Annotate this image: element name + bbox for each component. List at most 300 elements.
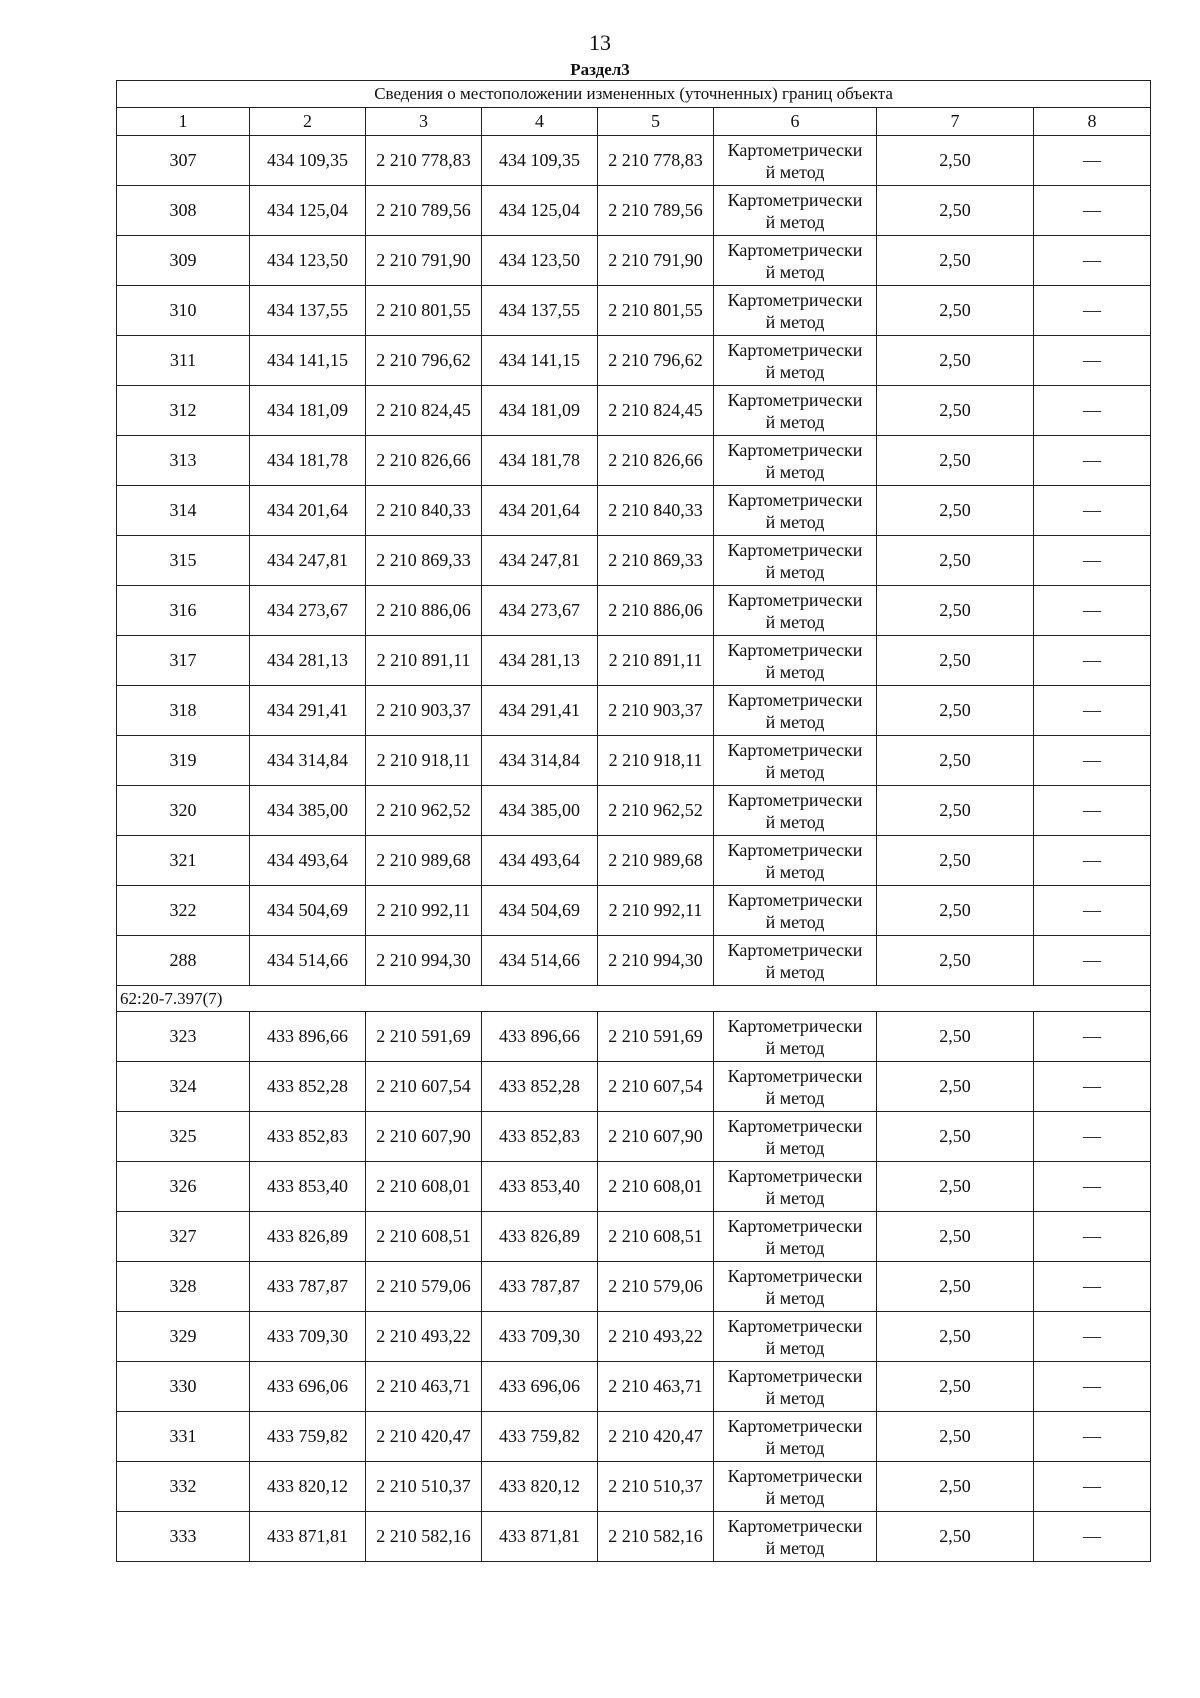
- x-new-cell: 433 709,30: [482, 1312, 598, 1362]
- point-number-cell: 332: [117, 1462, 250, 1512]
- description-cell: —: [1034, 636, 1151, 686]
- x-old-cell: 433 709,30: [250, 1312, 366, 1362]
- method-text-line2: й метод: [765, 911, 825, 932]
- method-text-line1: Картометрически: [727, 239, 863, 260]
- table-row: [117, 1212, 1151, 1262]
- accuracy-cell: 2,50: [877, 236, 1034, 286]
- method-cell: [714, 1412, 877, 1462]
- description-cell: —: [1034, 786, 1151, 836]
- accuracy-cell: 2,50: [877, 1162, 1034, 1212]
- table-caption: Сведения о местоположении измененных (уточненных) границ объекта: [117, 81, 1151, 108]
- method-text-line2: й метод: [765, 661, 825, 682]
- point-number-cell: 322: [117, 886, 250, 936]
- y-new-cell: 2 210 789,56: [598, 186, 714, 236]
- accuracy-cell: 2,50: [877, 286, 1034, 336]
- method-cell: [714, 536, 877, 586]
- description-cell: —: [1034, 586, 1151, 636]
- x-old-cell: 433 820,12: [250, 1462, 366, 1512]
- point-number-cell: 310: [117, 286, 250, 336]
- point-number-cell: 331: [117, 1412, 250, 1462]
- method-text-line1: Картометрически: [727, 1365, 863, 1386]
- accuracy-cell: 2,50: [877, 786, 1034, 836]
- table-row: [117, 186, 1151, 236]
- x-new-cell: 434 141,15: [482, 336, 598, 386]
- x-old-cell: 433 759,82: [250, 1412, 366, 1462]
- y-old-cell: 2 210 903,37: [366, 686, 482, 736]
- accuracy-cell: 2,50: [877, 1462, 1034, 1512]
- table-row: [117, 286, 1151, 336]
- y-old-cell: 2 210 607,54: [366, 1062, 482, 1112]
- y-new-cell: 2 210 824,45: [598, 386, 714, 436]
- point-number-cell: 324: [117, 1062, 250, 1112]
- x-new-cell: 433 696,06: [482, 1362, 598, 1412]
- method-text-line2: й метод: [765, 161, 825, 182]
- point-number-cell: 312: [117, 386, 250, 436]
- method-cell: [714, 1062, 877, 1112]
- method-text-line1: Картометрически: [727, 189, 863, 210]
- accuracy-cell: 2,50: [877, 1062, 1034, 1112]
- y-old-cell: 2 210 493,22: [366, 1312, 482, 1362]
- x-old-cell: 434 291,41: [250, 686, 366, 736]
- y-new-cell: 2 210 493,22: [598, 1312, 714, 1362]
- table-row: [117, 736, 1151, 786]
- y-old-cell: 2 210 992,11: [366, 886, 482, 936]
- x-new-cell: 434 385,00: [482, 786, 598, 836]
- point-number-cell: 311: [117, 336, 250, 386]
- method-cell: [714, 586, 877, 636]
- table-row: [117, 1162, 1151, 1212]
- accuracy-cell: 2,50: [877, 186, 1034, 236]
- description-cell: —: [1034, 1162, 1151, 1212]
- accuracy-cell: 2,50: [877, 536, 1034, 586]
- method-cell: [714, 886, 877, 936]
- x-new-cell: 433 820,12: [482, 1462, 598, 1512]
- accuracy-cell: 2,50: [877, 836, 1034, 886]
- coordinates-table: [116, 80, 1151, 1562]
- description-cell: —: [1034, 1262, 1151, 1312]
- table-row: [117, 1462, 1151, 1512]
- description-cell: —: [1034, 286, 1151, 336]
- point-number-cell: 308: [117, 186, 250, 236]
- y-new-cell: 2 210 791,90: [598, 236, 714, 286]
- x-new-cell: 434 123,50: [482, 236, 598, 286]
- method-cell: [714, 1212, 877, 1262]
- method-text-line1: Картометрически: [727, 639, 863, 660]
- accuracy-cell: 2,50: [877, 1262, 1034, 1312]
- table-row: [117, 436, 1151, 486]
- method-text-line1: Картометрически: [727, 689, 863, 710]
- point-number-cell: 309: [117, 236, 250, 286]
- table-row: [117, 686, 1151, 736]
- method-text-line2: й метод: [765, 1037, 825, 1058]
- method-text-line2: й метод: [765, 711, 825, 732]
- y-new-cell: 2 210 903,37: [598, 686, 714, 736]
- point-number-cell: 320: [117, 786, 250, 836]
- method-text-line2: й метод: [765, 861, 825, 882]
- y-old-cell: 2 210 463,71: [366, 1362, 482, 1412]
- x-old-cell: 433 787,87: [250, 1262, 366, 1312]
- accuracy-cell: 2,50: [877, 1112, 1034, 1162]
- method-cell: [714, 486, 877, 536]
- y-old-cell: 2 210 869,33: [366, 536, 482, 586]
- method-text-line1: Картометрически: [727, 1315, 863, 1336]
- point-number-cell: 333: [117, 1512, 250, 1562]
- point-number-cell: 327: [117, 1212, 250, 1262]
- description-cell: —: [1034, 1012, 1151, 1062]
- table-row: [117, 1062, 1151, 1112]
- y-new-cell: 2 210 869,33: [598, 536, 714, 586]
- y-old-cell: 2 210 510,37: [366, 1462, 482, 1512]
- x-old-cell: 434 514,66: [250, 936, 366, 986]
- accuracy-cell: 2,50: [877, 336, 1034, 386]
- x-new-cell: 433 853,40: [482, 1162, 598, 1212]
- x-new-cell: 434 109,35: [482, 136, 598, 186]
- method-text-line2: й метод: [765, 1337, 825, 1358]
- method-text-line1: Картометрически: [727, 1015, 863, 1036]
- description-cell: —: [1034, 686, 1151, 736]
- accuracy-cell: 2,50: [877, 136, 1034, 186]
- point-number-cell: 314: [117, 486, 250, 536]
- table-body: [117, 136, 1151, 1562]
- method-text-line2: й метод: [765, 211, 825, 232]
- table-row: [117, 386, 1151, 436]
- y-old-cell: 2 210 420,47: [366, 1412, 482, 1462]
- method-cell: [714, 136, 877, 186]
- point-number-cell: 325: [117, 1112, 250, 1162]
- description-cell: —: [1034, 1112, 1151, 1162]
- method-cell: [714, 736, 877, 786]
- y-new-cell: 2 210 840,33: [598, 486, 714, 536]
- x-old-cell: 434 247,81: [250, 536, 366, 586]
- method-text-line2: й метод: [765, 1137, 825, 1158]
- column-number: 4: [482, 108, 598, 136]
- x-new-cell: 433 787,87: [482, 1262, 598, 1312]
- x-old-cell: 433 826,89: [250, 1212, 366, 1262]
- y-old-cell: 2 210 607,90: [366, 1112, 482, 1162]
- y-new-cell: 2 210 579,06: [598, 1262, 714, 1312]
- y-new-cell: 2 210 608,01: [598, 1162, 714, 1212]
- accuracy-cell: 2,50: [877, 636, 1034, 686]
- y-old-cell: 2 210 840,33: [366, 486, 482, 536]
- column-number-row: [117, 108, 1151, 136]
- method-text-line1: Картометрически: [727, 839, 863, 860]
- x-new-cell: 433 852,83: [482, 1112, 598, 1162]
- y-new-cell: 2 210 962,52: [598, 786, 714, 836]
- y-new-cell: 2 210 796,62: [598, 336, 714, 386]
- y-new-cell: 2 210 886,06: [598, 586, 714, 636]
- method-text-line1: Картометрически: [727, 1115, 863, 1136]
- table-row: [117, 536, 1151, 586]
- method-text-line1: Картометрически: [727, 889, 863, 910]
- accuracy-cell: 2,50: [877, 886, 1034, 936]
- method-cell: [714, 936, 877, 986]
- point-number-cell: 307: [117, 136, 250, 186]
- table-row: [117, 636, 1151, 686]
- point-number-cell: 330: [117, 1362, 250, 1412]
- method-text-line2: й метод: [765, 1437, 825, 1458]
- accuracy-cell: 2,50: [877, 1312, 1034, 1362]
- y-old-cell: 2 210 891,11: [366, 636, 482, 686]
- y-new-cell: 2 210 994,30: [598, 936, 714, 986]
- table-row: [117, 1412, 1151, 1462]
- x-old-cell: 434 493,64: [250, 836, 366, 886]
- method-text-line1: Картометрически: [727, 339, 863, 360]
- method-cell: [714, 686, 877, 736]
- y-new-cell: 2 210 510,37: [598, 1462, 714, 1512]
- description-cell: —: [1034, 1512, 1151, 1562]
- y-old-cell: 2 210 824,45: [366, 386, 482, 436]
- x-new-cell: 434 291,41: [482, 686, 598, 736]
- y-old-cell: 2 210 582,16: [366, 1512, 482, 1562]
- description-cell: —: [1034, 336, 1151, 386]
- group-label: 62:20-7.397(7): [117, 986, 1151, 1012]
- accuracy-cell: 2,50: [877, 1212, 1034, 1262]
- point-number-cell: 318: [117, 686, 250, 736]
- method-text-line2: й метод: [765, 411, 825, 432]
- description-cell: —: [1034, 1412, 1151, 1462]
- accuracy-cell: 2,50: [877, 1412, 1034, 1462]
- x-new-cell: 434 493,64: [482, 836, 598, 886]
- x-new-cell: 433 826,89: [482, 1212, 598, 1262]
- x-old-cell: 433 871,81: [250, 1512, 366, 1562]
- description-cell: —: [1034, 436, 1151, 486]
- method-text-line1: Картометрически: [727, 939, 863, 960]
- y-old-cell: 2 210 994,30: [366, 936, 482, 986]
- method-cell: [714, 386, 877, 436]
- x-new-cell: 433 871,81: [482, 1512, 598, 1562]
- y-new-cell: 2 210 918,11: [598, 736, 714, 786]
- x-new-cell: 434 514,66: [482, 936, 598, 986]
- x-old-cell: 434 504,69: [250, 886, 366, 936]
- y-old-cell: 2 210 791,90: [366, 236, 482, 286]
- page-number: 13: [589, 30, 611, 55]
- method-text-line2: й метод: [765, 961, 825, 982]
- table-row: [117, 836, 1151, 886]
- table-row: [117, 1262, 1151, 1312]
- description-cell: —: [1034, 736, 1151, 786]
- method-cell: [714, 1012, 877, 1062]
- method-text-line1: Картометрически: [727, 1465, 863, 1486]
- method-text-line1: Картометрически: [727, 1165, 863, 1186]
- table-row: [117, 936, 1151, 986]
- description-cell: —: [1034, 136, 1151, 186]
- method-cell: [714, 236, 877, 286]
- method-text-line1: Картометрически: [727, 1065, 863, 1086]
- point-number-cell: 317: [117, 636, 250, 686]
- y-old-cell: 2 210 801,55: [366, 286, 482, 336]
- x-old-cell: 434 181,78: [250, 436, 366, 486]
- method-cell: [714, 186, 877, 236]
- accuracy-cell: 2,50: [877, 386, 1034, 436]
- method-text-line2: й метод: [765, 311, 825, 332]
- method-cell: [714, 1312, 877, 1362]
- table-row: [117, 1012, 1151, 1062]
- accuracy-cell: 2,50: [877, 586, 1034, 636]
- x-new-cell: 434 281,13: [482, 636, 598, 686]
- method-text-line1: Картометрически: [727, 439, 863, 460]
- method-text-line1: Картометрически: [727, 289, 863, 310]
- accuracy-cell: 2,50: [877, 486, 1034, 536]
- method-text-line2: й метод: [765, 1237, 825, 1258]
- point-number-cell: 328: [117, 1262, 250, 1312]
- method-text-line2: й метод: [765, 461, 825, 482]
- description-cell: —: [1034, 1062, 1151, 1112]
- y-old-cell: 2 210 826,66: [366, 436, 482, 486]
- x-new-cell: 433 896,66: [482, 1012, 598, 1062]
- accuracy-cell: 2,50: [877, 936, 1034, 986]
- y-new-cell: 2 210 607,90: [598, 1112, 714, 1162]
- y-old-cell: 2 210 918,11: [366, 736, 482, 786]
- description-cell: —: [1034, 186, 1151, 236]
- method-text-line1: Картометрически: [727, 1215, 863, 1236]
- y-new-cell: 2 210 891,11: [598, 636, 714, 686]
- point-number-cell: 316: [117, 586, 250, 636]
- accuracy-cell: 2,50: [877, 736, 1034, 786]
- y-old-cell: 2 210 962,52: [366, 786, 482, 836]
- y-old-cell: 2 210 608,51: [366, 1212, 482, 1262]
- x-new-cell: 434 137,55: [482, 286, 598, 336]
- y-new-cell: 2 210 463,71: [598, 1362, 714, 1412]
- y-new-cell: 2 210 801,55: [598, 286, 714, 336]
- method-text-line2: й метод: [765, 1387, 825, 1408]
- table-row: [117, 886, 1151, 936]
- method-text-line2: й метод: [765, 611, 825, 632]
- method-cell: [714, 786, 877, 836]
- x-old-cell: 434 123,50: [250, 236, 366, 286]
- method-text-line1: Картометрически: [727, 389, 863, 410]
- method-text-line2: й метод: [765, 1537, 825, 1558]
- x-new-cell: 433 852,28: [482, 1062, 598, 1112]
- column-number: 1: [117, 108, 250, 136]
- column-number: 3: [366, 108, 482, 136]
- method-text-line2: й метод: [765, 1187, 825, 1208]
- x-new-cell: 434 125,04: [482, 186, 598, 236]
- accuracy-cell: 2,50: [877, 436, 1034, 486]
- method-cell: [714, 436, 877, 486]
- method-text-line1: Картометрически: [727, 489, 863, 510]
- accuracy-cell: 2,50: [877, 686, 1034, 736]
- description-cell: —: [1034, 536, 1151, 586]
- description-cell: —: [1034, 1362, 1151, 1412]
- x-old-cell: 434 137,55: [250, 286, 366, 336]
- method-cell: [714, 1112, 877, 1162]
- method-text-line1: Картометрически: [727, 1265, 863, 1286]
- method-text-line2: й метод: [765, 1287, 825, 1308]
- y-new-cell: 2 210 420,47: [598, 1412, 714, 1462]
- x-new-cell: 434 314,84: [482, 736, 598, 786]
- x-old-cell: 433 852,28: [250, 1062, 366, 1112]
- point-number-cell: 319: [117, 736, 250, 786]
- table-row: [117, 136, 1151, 186]
- description-cell: —: [1034, 1462, 1151, 1512]
- table-row: [117, 486, 1151, 536]
- method-cell: [714, 636, 877, 686]
- x-new-cell: 434 181,78: [482, 436, 598, 486]
- y-old-cell: 2 210 789,56: [366, 186, 482, 236]
- point-number-cell: 326: [117, 1162, 250, 1212]
- description-cell: —: [1034, 1212, 1151, 1262]
- x-new-cell: 433 759,82: [482, 1412, 598, 1462]
- method-text-line2: й метод: [765, 361, 825, 382]
- description-cell: —: [1034, 236, 1151, 286]
- description-cell: —: [1034, 886, 1151, 936]
- y-old-cell: 2 210 989,68: [366, 836, 482, 886]
- method-text-line2: й метод: [765, 561, 825, 582]
- point-number-cell: 313: [117, 436, 250, 486]
- description-cell: —: [1034, 836, 1151, 886]
- table-row: [117, 1512, 1151, 1562]
- y-old-cell: 2 210 778,83: [366, 136, 482, 186]
- column-number: 2: [250, 108, 366, 136]
- table-row: [117, 336, 1151, 386]
- x-old-cell: 434 314,84: [250, 736, 366, 786]
- x-new-cell: 434 201,64: [482, 486, 598, 536]
- point-number-cell: 288: [117, 936, 250, 986]
- description-cell: —: [1034, 936, 1151, 986]
- method-text-line1: Картометрически: [727, 1415, 863, 1436]
- method-text-line1: Картометрически: [727, 539, 863, 560]
- y-new-cell: 2 210 989,68: [598, 836, 714, 886]
- x-old-cell: 434 281,13: [250, 636, 366, 686]
- x-new-cell: 434 273,67: [482, 586, 598, 636]
- point-number-cell: 321: [117, 836, 250, 886]
- method-cell: [714, 1462, 877, 1512]
- table-row: [117, 236, 1151, 286]
- y-old-cell: 2 210 886,06: [366, 586, 482, 636]
- x-old-cell: 434 385,00: [250, 786, 366, 836]
- table-row: [117, 1362, 1151, 1412]
- y-new-cell: 2 210 607,54: [598, 1062, 714, 1112]
- x-old-cell: 433 696,06: [250, 1362, 366, 1412]
- description-cell: —: [1034, 1312, 1151, 1362]
- accuracy-cell: 2,50: [877, 1512, 1034, 1562]
- method-cell: [714, 1512, 877, 1562]
- method-text-line1: Картометрически: [727, 589, 863, 610]
- y-new-cell: 2 210 591,69: [598, 1012, 714, 1062]
- accuracy-cell: 2,50: [877, 1012, 1034, 1062]
- table-row: [117, 1112, 1151, 1162]
- y-new-cell: 2 210 992,11: [598, 886, 714, 936]
- y-new-cell: 2 210 582,16: [598, 1512, 714, 1562]
- y-old-cell: 2 210 608,01: [366, 1162, 482, 1212]
- x-old-cell: 434 109,35: [250, 136, 366, 186]
- y-new-cell: 2 210 826,66: [598, 436, 714, 486]
- description-cell: —: [1034, 386, 1151, 436]
- method-cell: [714, 286, 877, 336]
- method-text-line2: й метод: [765, 1087, 825, 1108]
- method-text-line1: Картометрически: [727, 789, 863, 810]
- description-cell: —: [1034, 486, 1151, 536]
- method-cell: [714, 836, 877, 886]
- y-old-cell: 2 210 579,06: [366, 1262, 482, 1312]
- x-new-cell: 434 247,81: [482, 536, 598, 586]
- x-new-cell: 434 181,09: [482, 386, 598, 436]
- method-text-line1: Картометрически: [727, 739, 863, 760]
- method-text-line1: Картометрически: [727, 139, 863, 160]
- section-title: Раздел3: [570, 60, 630, 79]
- column-number: 7: [877, 108, 1034, 136]
- table-row: [117, 1312, 1151, 1362]
- y-new-cell: 2 210 778,83: [598, 136, 714, 186]
- column-number: 8: [1034, 108, 1151, 136]
- method-cell: [714, 1162, 877, 1212]
- method-cell: [714, 336, 877, 386]
- method-text-line1: Картометрически: [727, 1515, 863, 1536]
- column-number: 6: [714, 108, 877, 136]
- x-old-cell: 434 273,67: [250, 586, 366, 636]
- method-text-line2: й метод: [765, 811, 825, 832]
- method-cell: [714, 1262, 877, 1312]
